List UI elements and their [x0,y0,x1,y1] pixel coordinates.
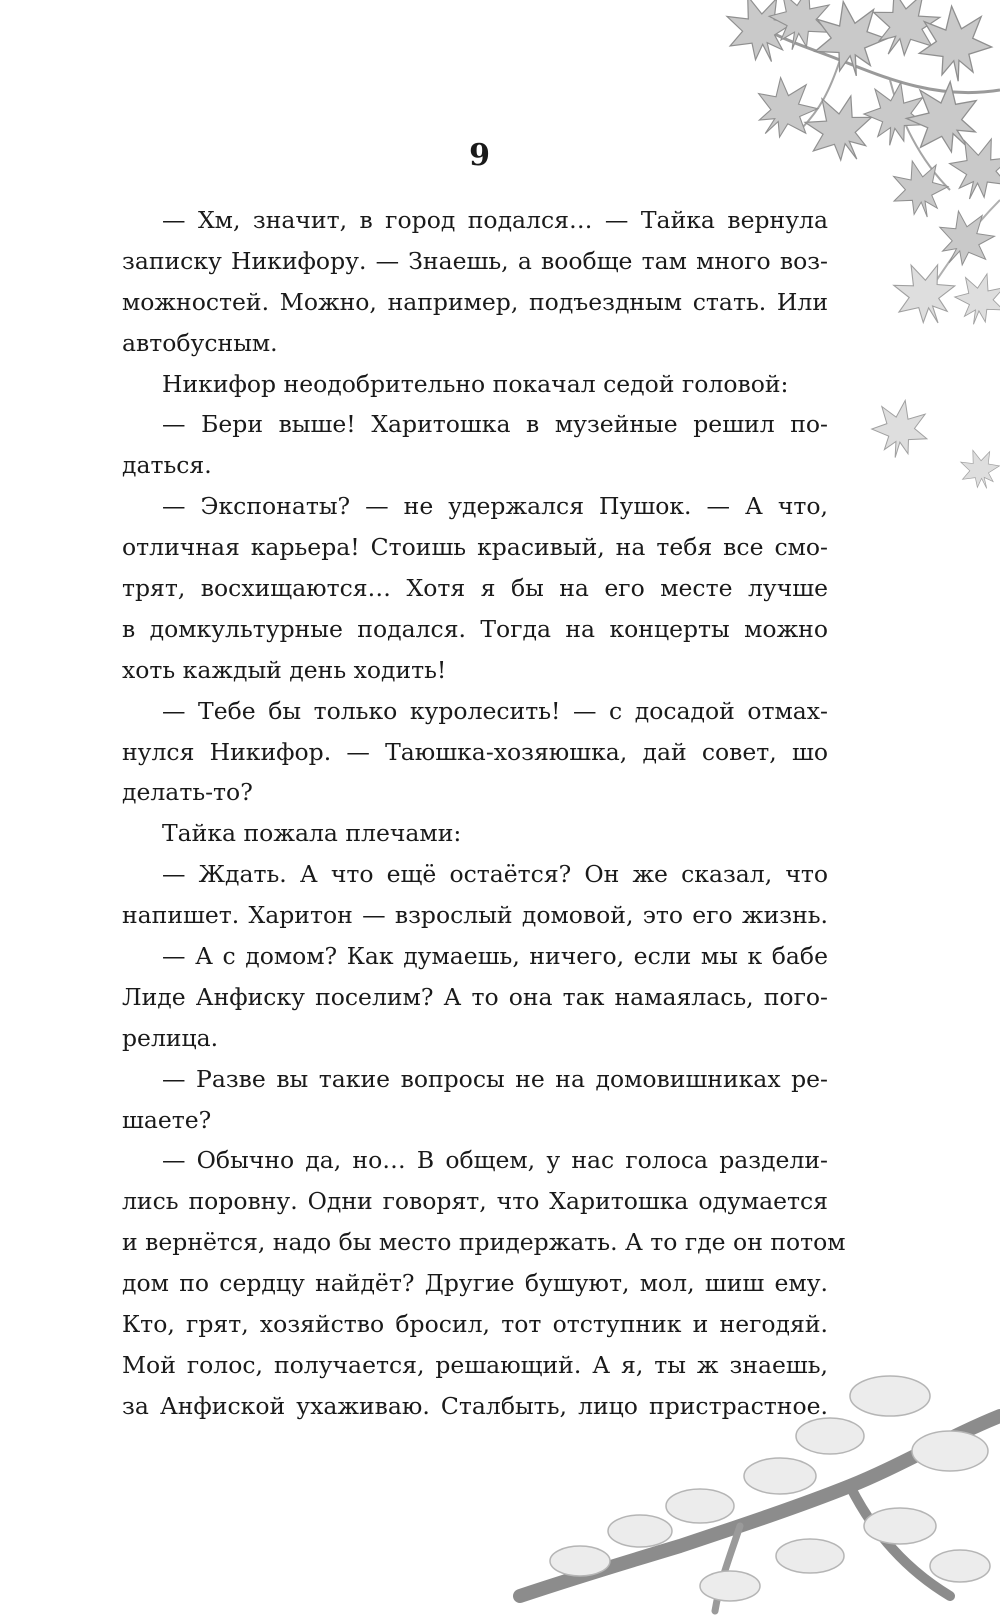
text-line: — А с домом? Как думаешь, ничего, если мы к бабе [162,942,828,971]
text-line: Лиде Анфиску поселим? А то она так намаялась, пого- [122,982,828,1011]
text-line: — Хм, значит, в город подался… — Тайка вернула [162,206,828,234]
text-line: Тайка пожала плечами: [162,819,462,848]
page-number: 9 [469,138,491,173]
text-line: релица. [122,1023,219,1052]
text-line: — Разве вы такие вопросы не на домовишниках ре- [162,1064,828,1093]
text-line: — Обычно да, но… В общем, у нас голоса раздели- [162,1146,828,1175]
text-line: — Ждать. А что ещё остаётся? Он же сказал, что [162,860,828,889]
text-line: и вернётся, надо бы место придержать. А то где он потом [122,1228,846,1257]
body-text [122,200,846,1427]
text-line: — Тебе бы только куролесить! — с досадой отмах- [162,696,828,725]
text-line: нулся Никифор. — Таюшка-хозяюшка, дай совет, шо [122,737,828,766]
text-line: Кто, грят, хозяйство бросил, тот отступник и негодяй. [122,1310,828,1339]
text-line: — Экспонаты? — не удержался Пушок. — А что, [162,492,828,521]
text-line: трят, восхищаются… Хотя я бы на его месте лучше [122,574,828,603]
text-line: шаете? [122,1105,212,1134]
text-line: хоть каждый день ходить! [122,655,447,684]
text-line: можностей. Можно, например, подъездным стать. Или [122,287,828,316]
text-line: отличная карьера! Стоишь красивый, на тебя все смо- [122,533,828,562]
text-line: дом по сердцу найдёт? Другие бушуют, мол, шиш ему. [122,1269,828,1298]
text-line: автобусным. [122,328,278,357]
text-line: даться. [122,451,212,480]
text-line: делать-то? [122,778,253,807]
text-line: напишет. Харитон — взрослый домовой, это его жизнь. [122,901,828,930]
text-line: записку Никифору. — Знаешь, а вообще там много воз- [122,246,828,275]
text-line: Никифор неодобрительно покачал седой головой: [162,369,789,398]
text-line: — Бери выше! Харитошка в музейные решил по- [162,410,828,439]
text-line: лись поровну. Одни говорят, что Харитошка одумается [122,1187,828,1216]
text-line: в домкультурные подался. Тогда на концерты можно [122,614,828,643]
text-line: за Анфиской ухаживаю. Сталбыть, лицо пристрастное. [122,1391,828,1420]
text-line: Мой голос, получается, решающий. А я, ты ж знаешь, [122,1350,828,1379]
